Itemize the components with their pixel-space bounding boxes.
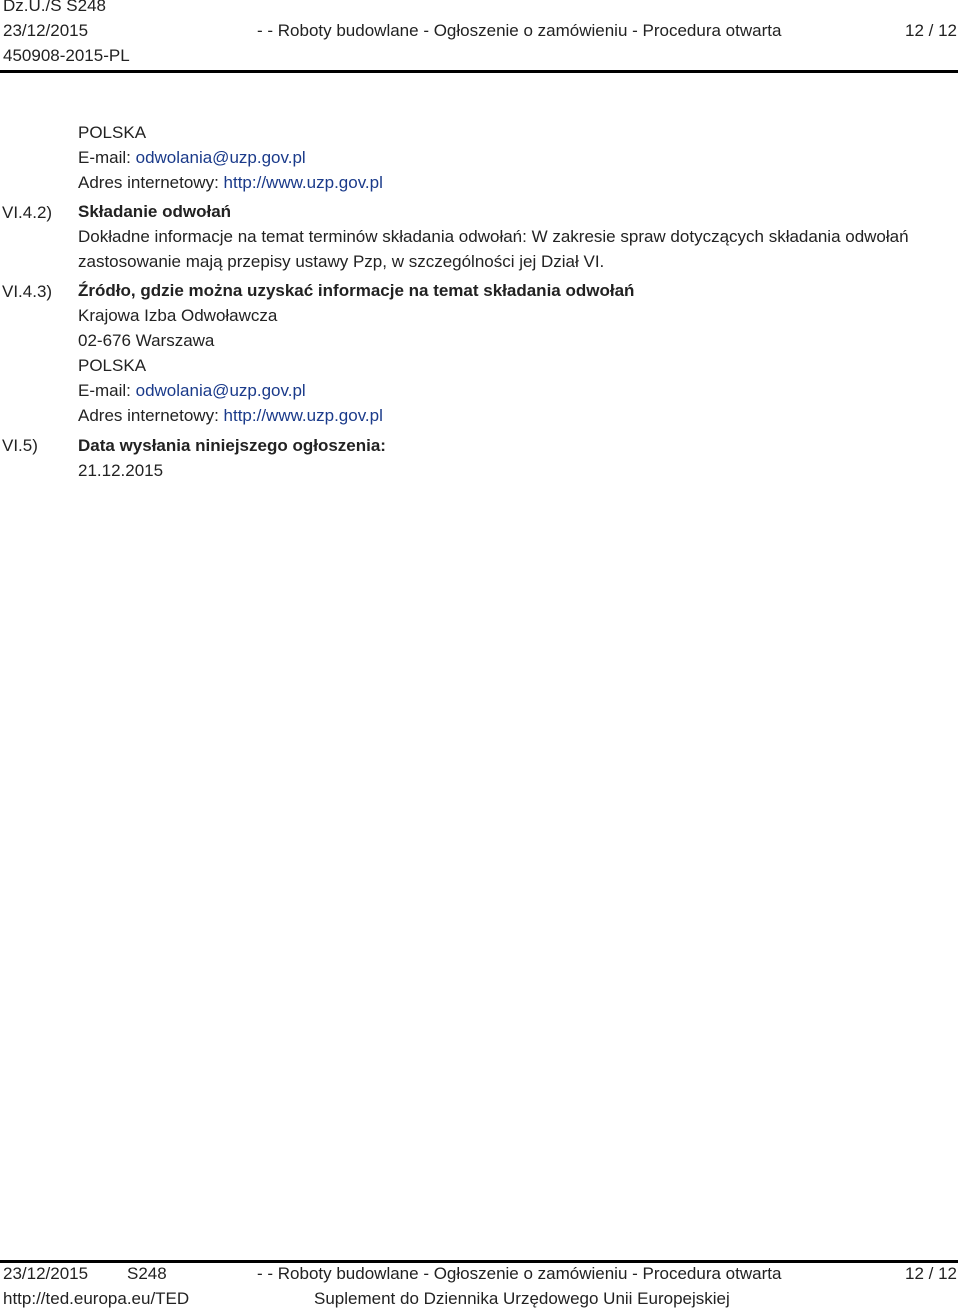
section-heading: Źródło, gdzie można uzyskać informacje na temat składania odwołań: [78, 281, 635, 300]
footer-url: http://ted.europa.eu/TED: [3, 1289, 190, 1308]
header-notice-id: 450908-2015-PL: [3, 46, 130, 65]
section-appeals-source: [78, 278, 948, 428]
footer-supplement: Suplement do Dziennika Urzędowego Unii Europejskiej: [314, 1289, 730, 1308]
section-number-vi-4-3: VI.4.3): [2, 282, 53, 301]
header-title: - - Roboty budowlane - Ogłoszenie o zamówieniu - Procedura otwarta: [257, 21, 782, 40]
section-heading: Składanie odwołań: [78, 202, 232, 221]
organization-email-label: E-mail:: [78, 381, 136, 400]
organization-web-line: [78, 403, 948, 428]
header-page-number: 12 / 12: [905, 21, 957, 40]
footer-series: S248: [127, 1264, 167, 1283]
section-dispatch-date: [78, 433, 948, 483]
intro-web-label: Adres internetowy:: [78, 173, 224, 192]
organization-country: POLSKA: [78, 356, 147, 375]
organization-web-link[interactable]: http://www.uzp.gov.pl: [223, 406, 383, 425]
intro-address-block: [78, 120, 948, 195]
header-journal: Dz.U./S S248: [3, 0, 106, 15]
organization-email-line: [78, 378, 948, 403]
intro-country: POLSKA: [78, 123, 147, 142]
intro-email-line: [78, 145, 948, 170]
section-text-line: zastosowanie mają przepisy ustawy Pzp, w szczególności jej Dział VI.: [78, 252, 605, 271]
dispatch-date-value: 21.12.2015: [78, 461, 164, 480]
organization-city: 02-676 Warszawa: [78, 331, 215, 350]
section-number-vi-5: VI.5): [2, 436, 38, 455]
section-text-line: Dokładne informacje na temat terminów składania odwołań: W zakresie spraw dotyczących składania odwołań: [78, 227, 909, 246]
header-date: 23/12/2015: [3, 21, 89, 40]
section-heading: Data wysłania niniejszego ogłoszenia:: [78, 436, 386, 455]
footer-page-number: 12 / 12: [905, 1264, 957, 1283]
footer-title: - - Roboty budowlane - Ogłoszenie o zamówieniu - Procedura otwarta: [257, 1264, 782, 1283]
header-divider: [0, 70, 958, 73]
organization-web-label: Adres internetowy:: [78, 406, 224, 425]
intro-email-label: E-mail:: [78, 148, 136, 167]
organization-email-link[interactable]: odwolania@uzp.gov.pl: [135, 381, 306, 400]
section-appeals: [78, 199, 948, 274]
organization-name: Krajowa Izba Odwoławcza: [78, 306, 278, 325]
intro-email-link[interactable]: odwolania@uzp.gov.pl: [135, 148, 306, 167]
intro-web-line: [78, 170, 948, 195]
section-number-vi-4-2: VI.4.2): [2, 203, 53, 222]
footer-date: 23/12/2015: [3, 1264, 89, 1283]
intro-web-link[interactable]: http://www.uzp.gov.pl: [223, 173, 383, 192]
footer-divider: [0, 1260, 958, 1263]
